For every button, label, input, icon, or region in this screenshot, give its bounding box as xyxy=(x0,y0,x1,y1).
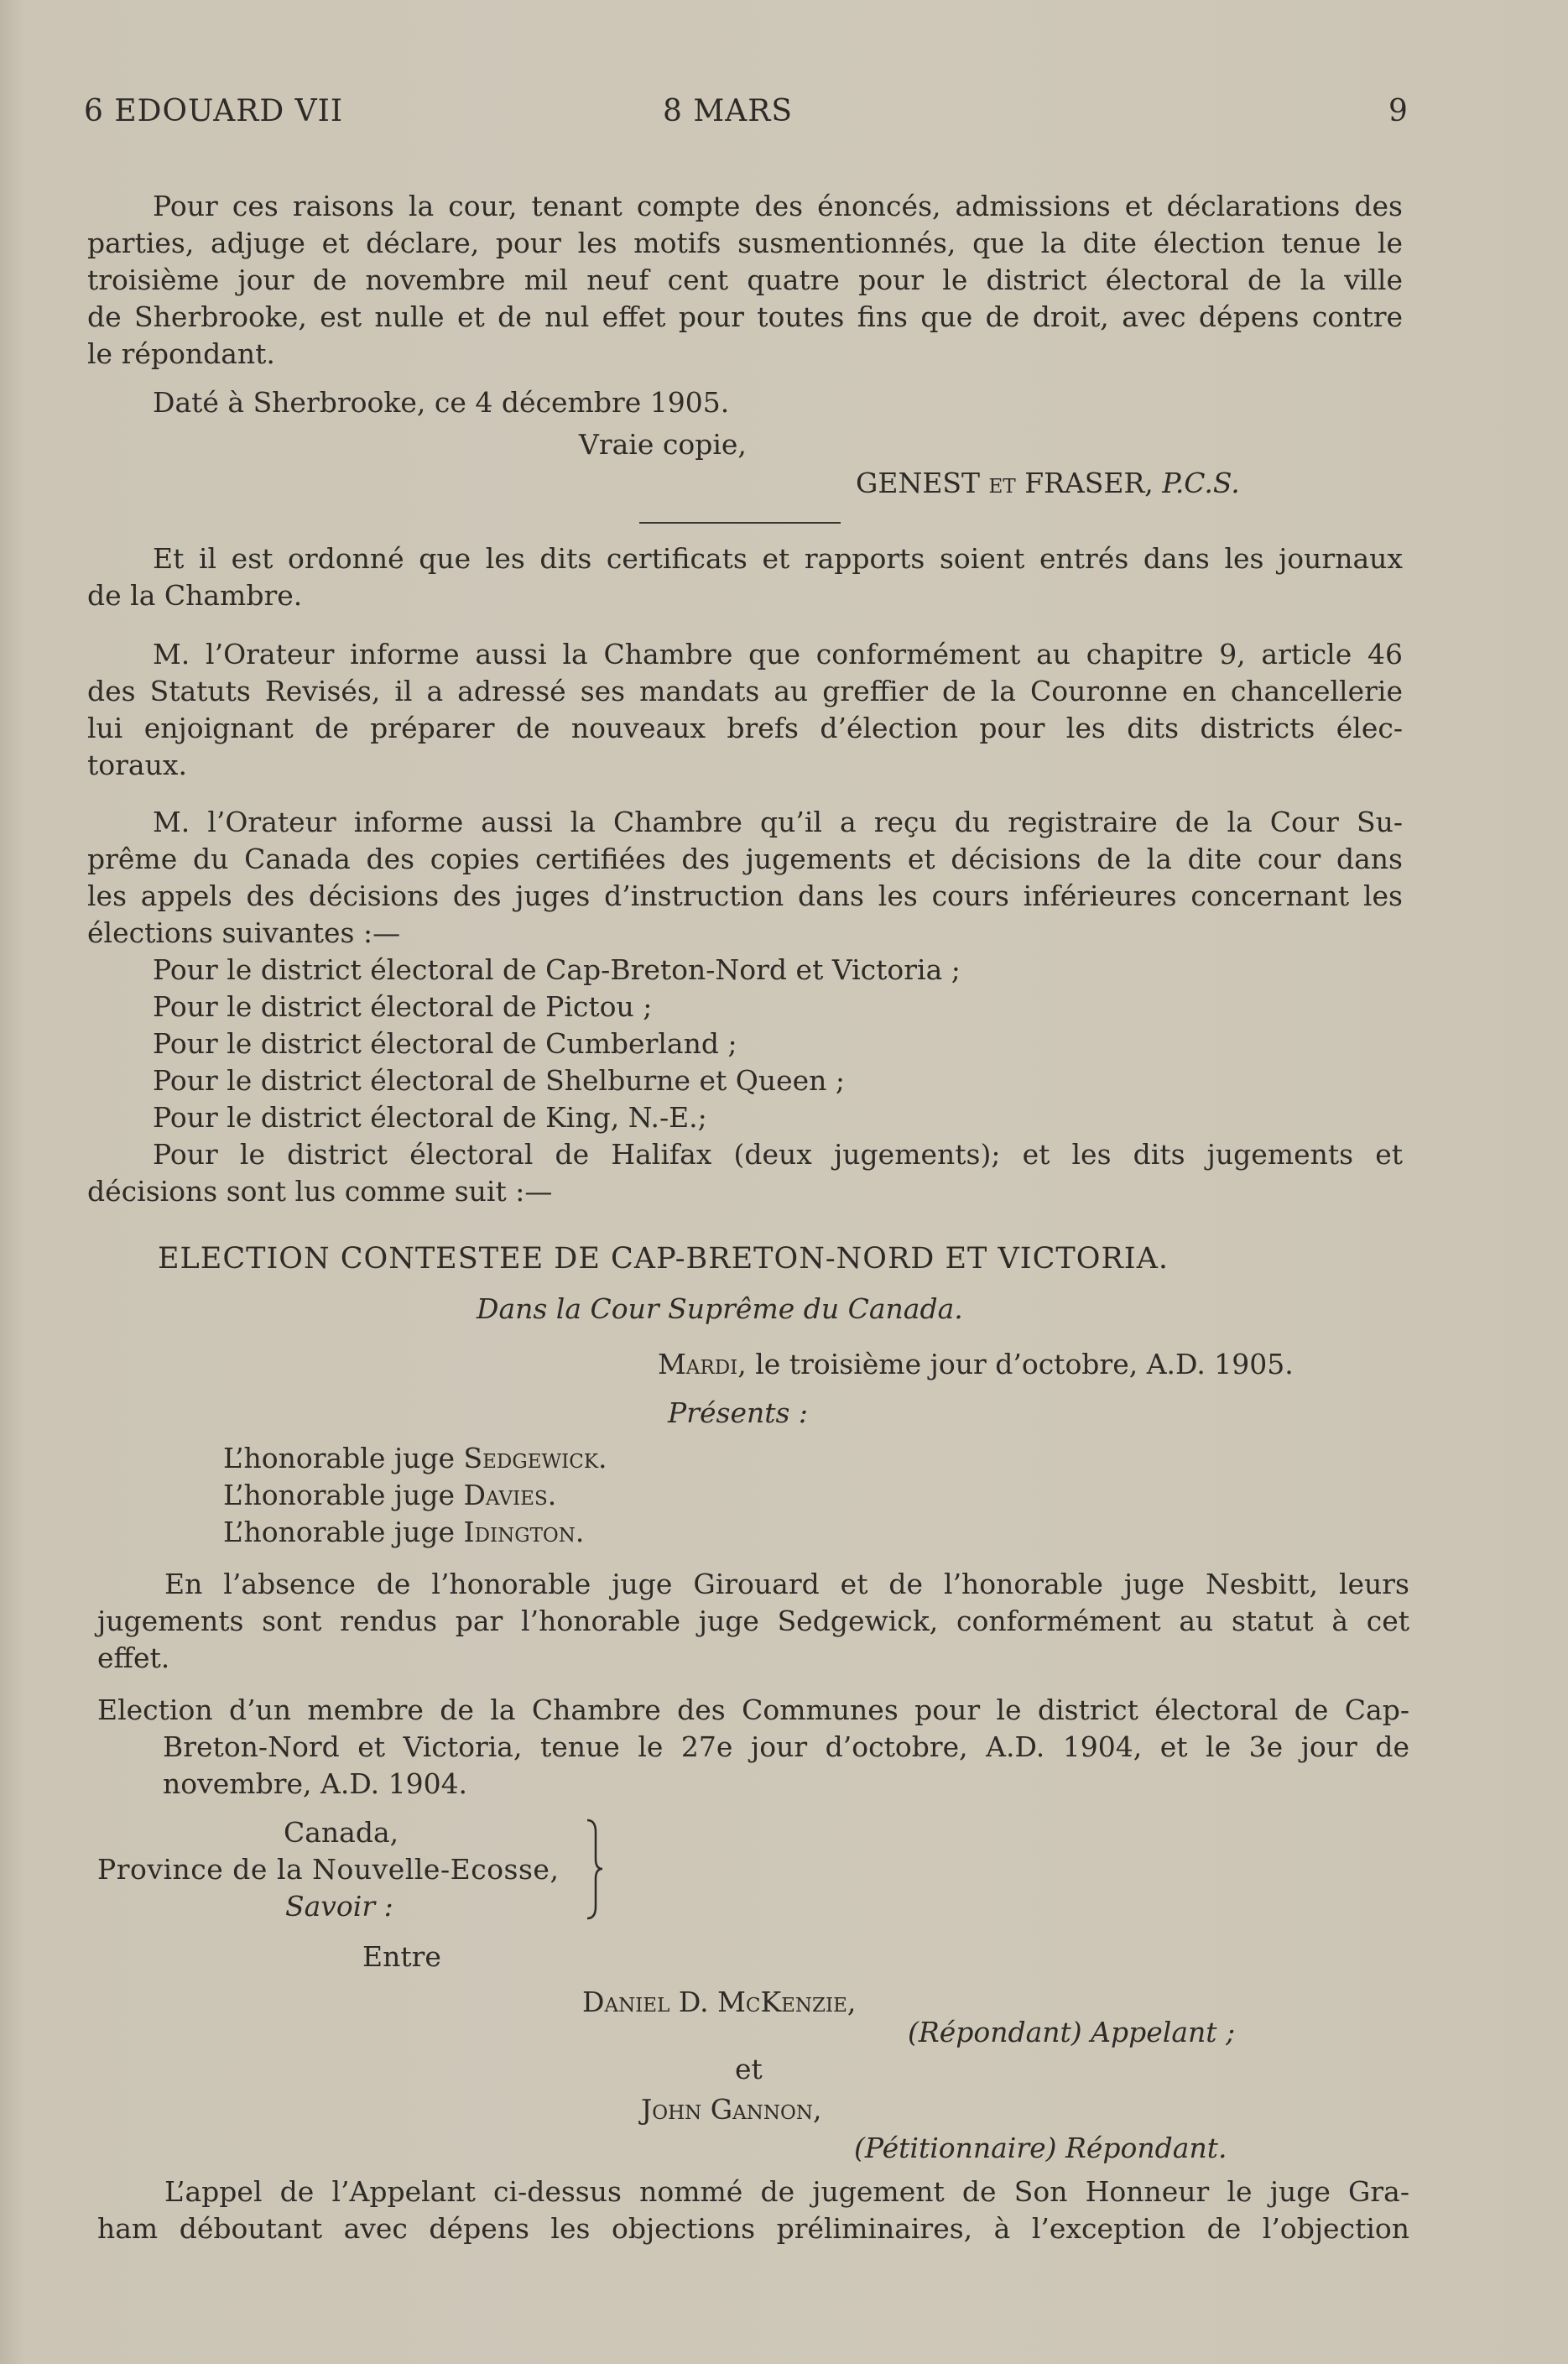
signature-pcs: P.C.S. xyxy=(1162,467,1240,499)
jurisdiction-savoir: Savoir : xyxy=(285,1890,393,1923)
brace-icon xyxy=(584,1817,606,1922)
para1-line: le répondant. xyxy=(87,337,275,370)
presents-label: Présents : xyxy=(668,1396,809,1429)
para5-line: effet. xyxy=(97,1641,170,1674)
para6-line: Election d’un membre de la Chambre des Communes pour le district électoral de Cap- xyxy=(97,1693,1409,1726)
para1-line: parties, adjuge et déclare, pour les motifs susmentionnés, que la dite élection tenue le xyxy=(87,227,1403,259)
judge-name: Sedgewick. xyxy=(463,1442,607,1474)
district-item-cont: décisions sont lus comme suit :— xyxy=(87,1175,553,1208)
para1-line: Pour ces raisons la cour, tenant compte des énoncés, admissions et déclarations des xyxy=(153,190,1403,222)
district-item: Pour le district électoral de Halifax (deux jugements); et les dits jugements et xyxy=(153,1138,1403,1171)
court-name: Dans la Cour Suprême du Canada. xyxy=(477,1292,963,1325)
para3-line: M. l’Orateur informe aussi la Chambre que conformément au chapitre 9, article 46 xyxy=(153,638,1403,671)
page-number: 9 xyxy=(1388,94,1409,128)
judge-name: Idington. xyxy=(463,1516,585,1548)
court-date xyxy=(658,1348,1294,1381)
signature-name2: FRASER, xyxy=(1024,467,1154,499)
para4-line: les appels des décisions des juges d’instruction dans les cours inférieures concernant les xyxy=(87,879,1403,912)
district-item: Pour le district électoral de Cumberland ; xyxy=(153,1027,737,1060)
judge-line xyxy=(223,1442,607,1475)
district-item: Pour le district électoral de Pictou ; xyxy=(153,990,653,1023)
para1-line: troisième jour de novembre mil neuf cent quatre pour le district électoral de la ville xyxy=(87,264,1403,296)
para7-line: L’appel de l’Appelant ci-dessus nommé de jugement de Son Honneur le juge Gra- xyxy=(164,2175,1409,2208)
et-label: et xyxy=(735,2053,763,2085)
signature-name1: GENEST xyxy=(856,467,981,499)
jurisdiction-canada: Canada, xyxy=(284,1816,399,1849)
judge-line xyxy=(223,1516,584,1549)
para3-line: lui enjoignant de préparer de nouveaux brefs d’élection pour les dits districts élec- xyxy=(87,712,1403,744)
judge-line xyxy=(223,1479,556,1512)
para2-line: de la Chambre. xyxy=(87,579,303,612)
jurisdiction-province: Province de la Nouvelle-Ecosse, xyxy=(97,1853,560,1886)
para3-line: des Statuts Revisés, il a adressé ses mandats au greffier de la Couronne en chancellerie xyxy=(87,675,1403,707)
court-date-rest: le troisième jour d’octobre, A.D. 1905. xyxy=(755,1348,1294,1380)
header-center: 8 MARS xyxy=(663,94,793,128)
election-heading: ELECTION CONTESTEE DE CAP-BRETON-NORD ET VICTORIA. xyxy=(158,1242,1169,1276)
para2-line: Et il est ordonné que les dits certificats et rapports soient entrés dans les journaux xyxy=(153,542,1403,575)
judge-prefix: L’honorable juge xyxy=(223,1442,456,1474)
header-left: 6 EDOUARD VII xyxy=(84,94,344,128)
party2-name: John Gannon, xyxy=(641,2093,822,2126)
separator-rule xyxy=(639,522,841,524)
court-date-day: Mardi, xyxy=(658,1348,747,1380)
district-item: Pour le district électoral de Cap-Breton-Nord et Victoria ; xyxy=(153,953,961,986)
para6-line: Breton-Nord et Victoria, tenue le 27e jour d’octobre, A.D. 1904, et le 3e jour de xyxy=(163,1730,1409,1763)
para1-line: de Sherbrooke, est nulle et de nul effet pour toutes fins que de droit, avec dépens contre xyxy=(87,300,1403,333)
para3-line: toraux. xyxy=(87,749,187,781)
judge-name: Davies. xyxy=(463,1479,557,1511)
signature-et: et xyxy=(988,467,1016,499)
para4-line: élections suivantes :— xyxy=(87,916,401,949)
para5-line: En l’absence de l’honorable juge Girouard et de l’honorable juge Nesbitt, leurs xyxy=(164,1568,1409,1600)
party1-role: (Répondant) Appelant ; xyxy=(908,2016,1236,2048)
vraie-copie: Vraie copie, xyxy=(579,428,747,461)
para4-line: prême du Canada des copies certifiées des jugements et décisions de la dite cour dans xyxy=(87,843,1403,875)
signature xyxy=(856,467,1240,500)
district-item: Pour le district électoral de Shelburne et Queen ; xyxy=(153,1064,845,1097)
party2-role: (Pétitionnaire) Répondant. xyxy=(854,2132,1227,2164)
judge-prefix: L’honorable juge xyxy=(223,1516,456,1548)
para5-line: jugements sont rendus par l’honorable juge Sedgewick, conformément au statut à cet xyxy=(97,1605,1409,1637)
party1-name: Daniel D. McKenzie, xyxy=(582,1986,857,2018)
judge-prefix: L’honorable juge xyxy=(223,1479,456,1511)
para6-line: novembre, A.D. 1904. xyxy=(163,1767,468,1800)
para7-line: ham déboutant avec dépens les objections préliminaires, à l’exception de l’objection xyxy=(97,2212,1409,2245)
district-item: Pour le district électoral de King, N.-E.; xyxy=(153,1101,707,1134)
para4-line: M. l’Orateur informe aussi la Chambre qu’il a reçu du registraire de la Cour Su- xyxy=(153,806,1403,838)
date-line: Daté à Sherbrooke, ce 4 décembre 1905. xyxy=(153,386,730,419)
entre-label: Entre xyxy=(362,1940,441,1973)
